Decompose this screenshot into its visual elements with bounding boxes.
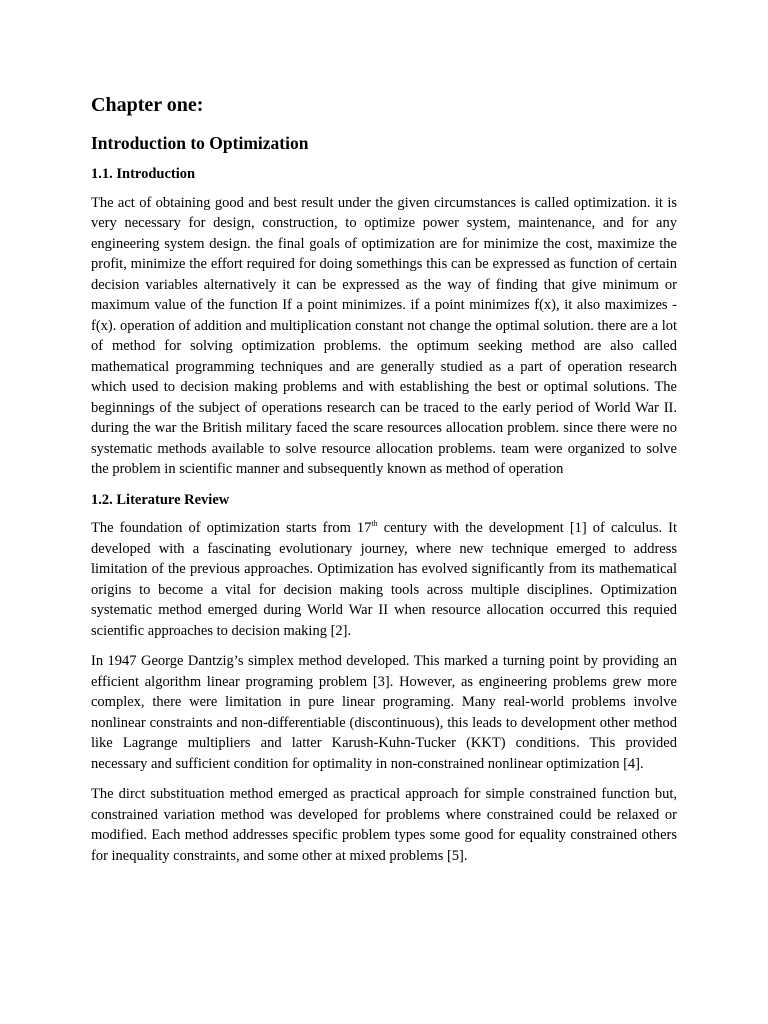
section-heading-introduction: 1.1. Introduction (91, 166, 196, 182)
ordinal-superscript: th (371, 519, 378, 529)
literature-paragraph-1 (91, 518, 677, 641)
literature-paragraph-3: The dirct substituation method emerged as practical approach for simple constrained function but, constrained variation method was developed for problems where constrained could be relaxed or modified. Each method addresses specific problem types some good for equality constrained others for inequality constraints, and some other at mixed problems [5]. (91, 786, 677, 864)
literature-paragraph-2: In 1947 George Dantzig’s simplex method developed. This marked a turning point by providing an efficient algorithm linear programing problem [3]. However, as engineering problems grew more complex, there were limitation in pure linear programing. Many real-world problems involve nonlinear constraints and non-differentiable (discontinuous), this leads to development other method like Lagrange multipliers and latter Karush-Kuhn-Tucker (KKT) conditions. This provided necessary and sufficient condition for optimality in non-constrained nonlinear optimization [4]. (91, 653, 677, 772)
document-page (91, 90, 677, 876)
literature-p1-text-end: century with the development [1] of calculus. It developed with a fascinating evolutionary journey, where new technique emerged to address limitation of the previous approaches. Optimization has evolved significantly from its mathematical origins to become a vital for decision making tools across multiple disciplines. Optimization systematic method emerged during World War II when resource allocation occurred this requied scientific approaches to decision making [2]. (91, 520, 678, 639)
section-heading-literature-review: 1.2. Literature Review (91, 491, 230, 508)
chapter-title: Chapter one: (91, 94, 204, 116)
literature-p1-text-start: The foundation of optimization starts from 17 (91, 520, 372, 536)
chapter-subtitle: Introduction to Optimization (91, 133, 309, 153)
introduction-paragraph: The act of obtaining good and best result under the given circumstances is called optimization. it is very necessary for design, construction, to optimize power system, maintenance, and for any engineering system design. the final goals of optimization are for minimize the cost, maximize the profit, minimize the effort required for doing somethings this can be expressed as function of certain decision variables alternatively it can be expressed as the way of finding that give minimum or maximum value of the function If a point minimizes. if a point minimizes f(x), it also maximizes -f(x). operation of addition and multiplication constant not change the optimal solution. there are a lot of method for solving optimization problems. the optimum seeking method are also called mathematical programming techniques and are generally studied as a part of operation research which used to decision making problems and with establishing the best or optimal solutions. The beginnings of the subject of operations research can be traced to the early period of World War II. during the war the British military faced the scare resources allocation problem. since there were no systematic methods available to solve resource allocation problems. team were organized to solve the problem in scientific manner and subsequently known as method of operation (91, 194, 677, 477)
